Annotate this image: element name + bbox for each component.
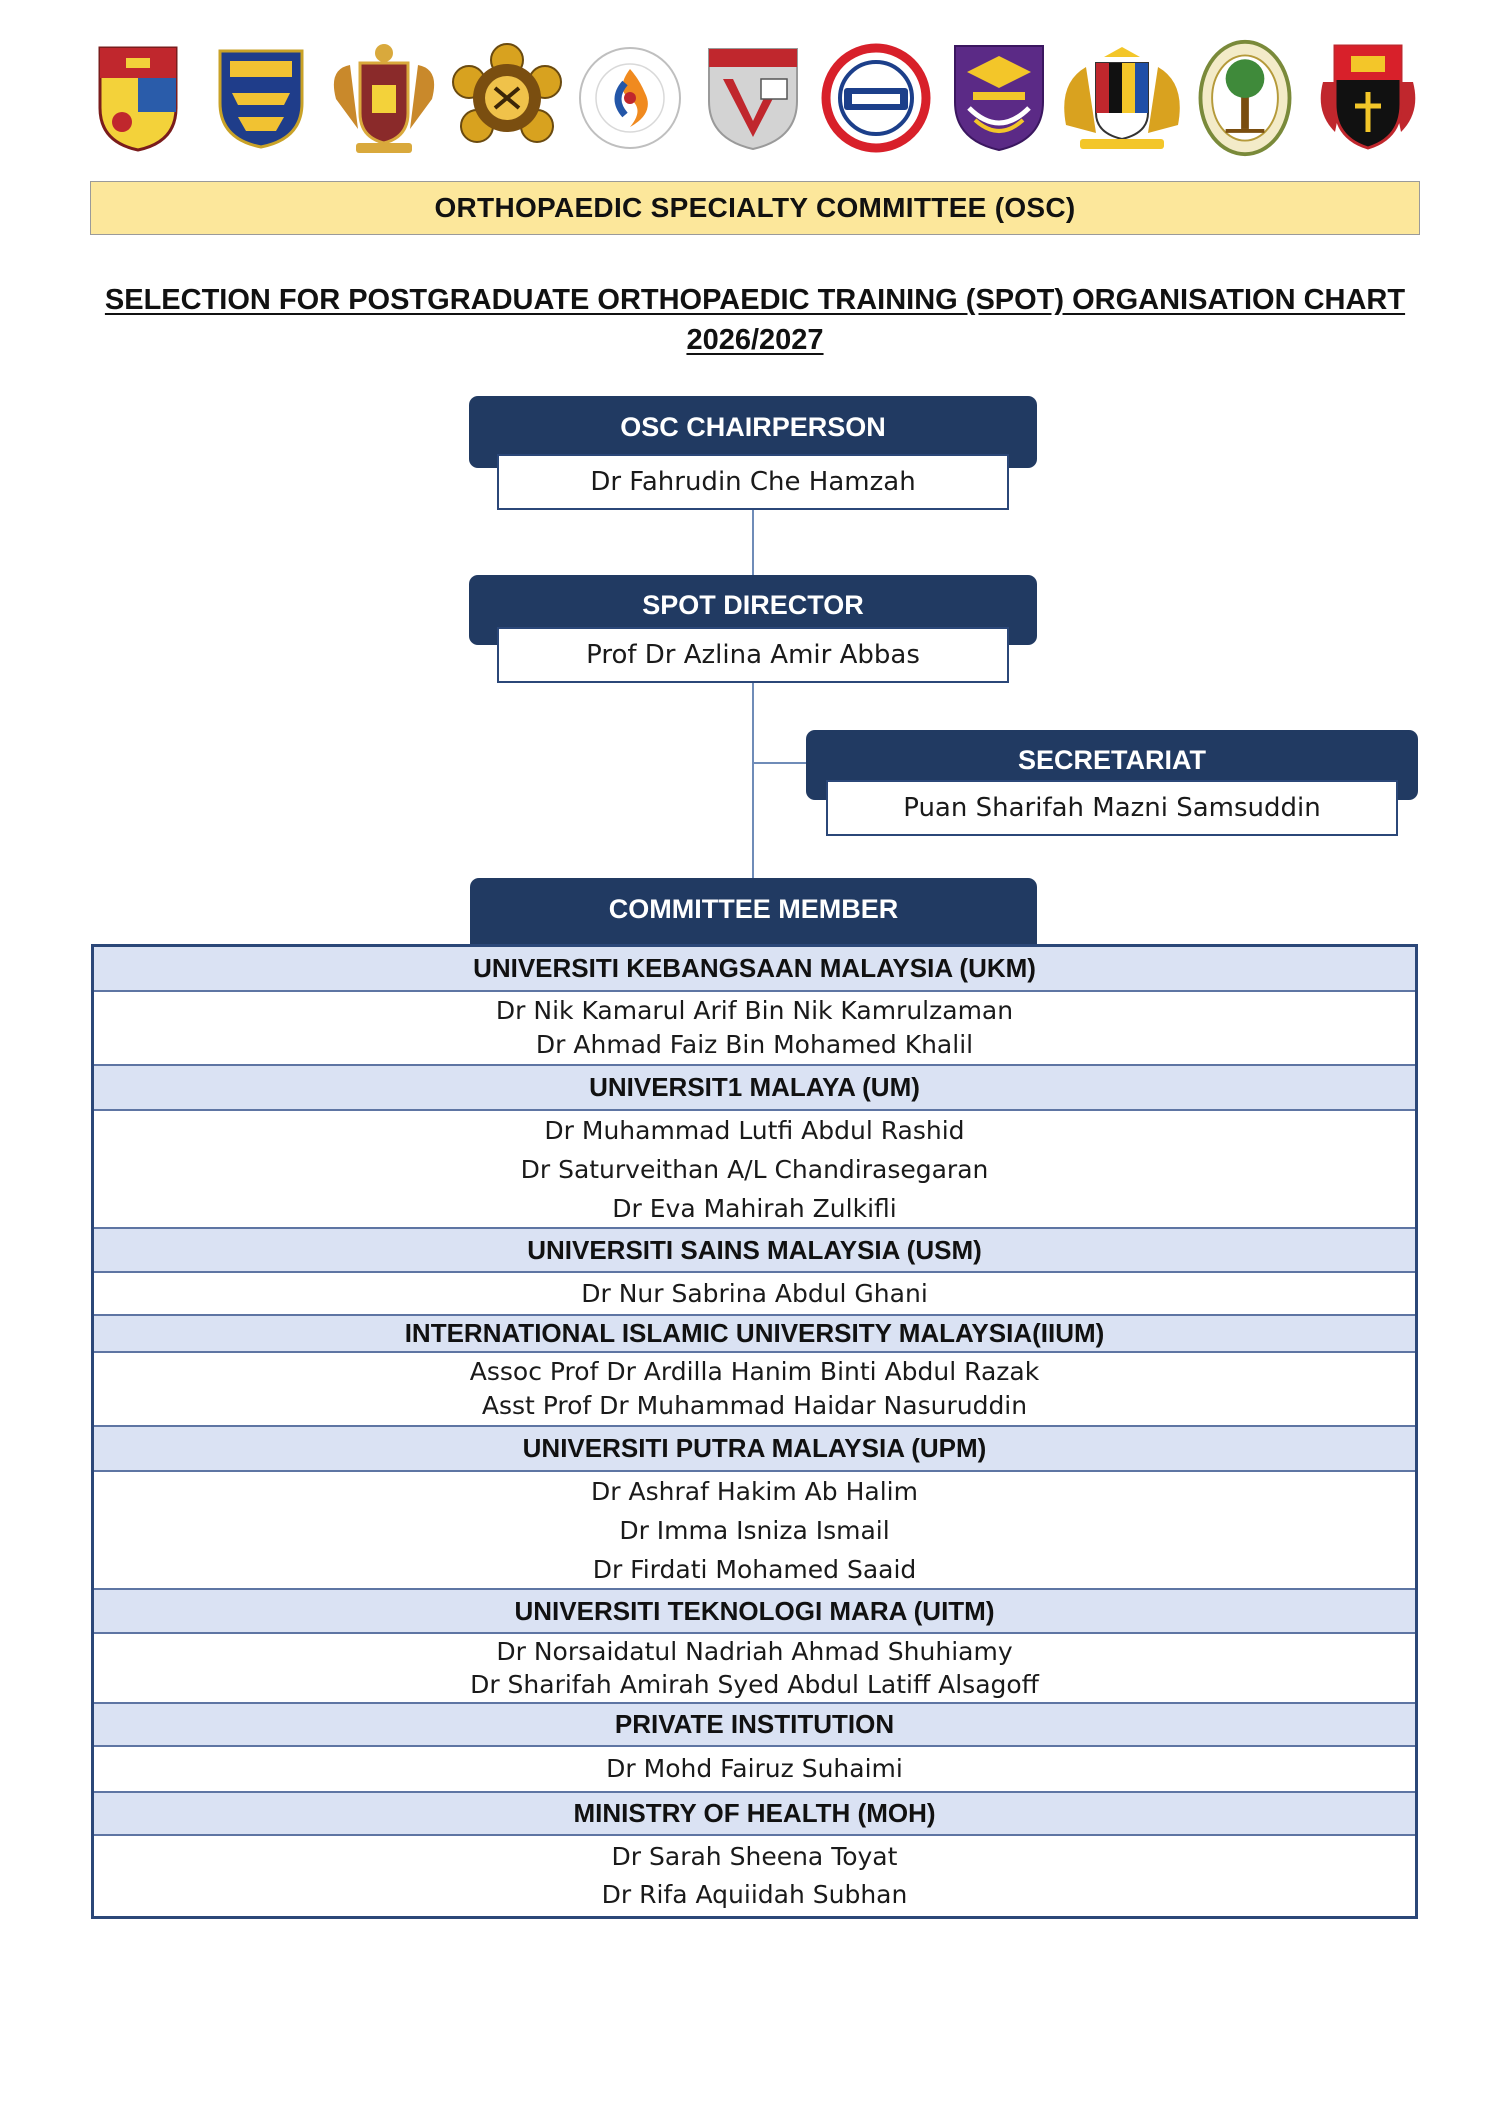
institution-header: UNIVERSITI TEKNOLOGI MARA (UITM) — [94, 1590, 1415, 1634]
member-name: Dr Ashraf Hakim Ab Halim — [591, 1476, 918, 1506]
committee-member-label: COMMITTEE MEMBER — [608, 893, 899, 924]
institution-block-usm — [94, 1229, 1415, 1316]
connector-director-committee — [752, 683, 754, 879]
institution-members — [94, 1836, 1415, 1916]
institution-members — [94, 1111, 1415, 1229]
institution-header: UNIVERSIT1 MALAYA (UM) — [94, 1066, 1415, 1111]
institution-header: UNIVERSITI PUTRA MALAYSIA (UPM) — [94, 1427, 1415, 1472]
committee-banner — [90, 181, 1420, 235]
member-name: Dr Saturveithan A/L Chandirasegaran — [520, 1154, 989, 1184]
institution-header: MINISTRY OF HEALTH (MOH) — [94, 1793, 1415, 1836]
academy-crest-icon — [1318, 38, 1418, 158]
university-crest-icon — [703, 38, 803, 158]
institution-members — [94, 1634, 1415, 1704]
director-role-label: SPOT DIRECTOR — [642, 589, 864, 620]
member-name: Dr Norsaidatul Nadriah Ahmad Shuhiamy — [496, 1637, 1013, 1666]
institution-block-uitm — [94, 1590, 1415, 1704]
institution-block-ukm — [94, 947, 1415, 1066]
institution-block-private — [94, 1704, 1415, 1793]
member-name: Dr Nik Kamarul Arif Bin Nik Kamrulzaman — [495, 996, 1014, 1025]
document-title-line2: 2026/2027 — [686, 324, 824, 356]
member-name: Dr Sharifah Amirah Syed Abdul Latiff Alsagoff — [470, 1670, 1039, 1699]
government-crest-icon — [1072, 38, 1172, 158]
association-crest-icon — [1195, 38, 1295, 158]
committee-table — [91, 944, 1418, 1919]
member-name: Dr Eva Mahirah Zulkifli — [612, 1193, 897, 1223]
member-name: Assoc Prof Dr Ardilla Hanim Binti Abdul Razak — [469, 1357, 1040, 1386]
chairperson-name: Dr Fahrudin Che Hamzah — [590, 467, 916, 497]
chairperson-role-label: OSC CHAIRPERSON — [620, 411, 886, 442]
document-title-line1: SELECTION FOR POSTGRADUATE ORTHOPAEDIC TRAINING (SPOT) ORGANISATION CHART — [104, 284, 1406, 316]
director-name-box — [497, 627, 1009, 683]
university-crest-icon — [211, 38, 311, 158]
secretariat-name: Puan Sharifah Mazni Samsuddin — [903, 793, 1321, 823]
member-name: Dr Firdati Mohamed Saaid — [592, 1554, 917, 1584]
institution-members — [94, 1747, 1415, 1793]
university-crest-icon — [580, 38, 680, 158]
document-title — [90, 280, 1420, 360]
connector-chair-director — [752, 510, 754, 580]
institution-block-iium — [94, 1316, 1415, 1427]
institution-members — [94, 1353, 1415, 1427]
member-name: Asst Prof Dr Muhammad Haidar Nasuruddin — [481, 1391, 1028, 1420]
member-name: Dr Nur Sabrina Abdul Ghani — [581, 1278, 928, 1308]
secretariat-name-box — [826, 780, 1398, 836]
chairperson-name-box — [497, 454, 1009, 510]
institution-header: UNIVERSITI SAINS MALAYSIA (USM) — [94, 1229, 1415, 1273]
connector-secretariat — [752, 762, 808, 764]
director-name: Prof Dr Azlina Amir Abbas — [586, 640, 920, 670]
university-crest-icon — [949, 38, 1049, 158]
member-name: Dr Rifa Aquiidah Subhan — [601, 1880, 908, 1909]
committee-member-header — [470, 878, 1037, 948]
member-name: Dr Sarah Sheena Toyat — [611, 1842, 898, 1871]
member-name: Dr Muhammad Lutfi Abdul Rashid — [544, 1115, 965, 1145]
logo-strip — [88, 30, 1418, 165]
university-crest-icon — [457, 38, 557, 158]
university-crest-icon — [88, 38, 188, 158]
banner-title: ORTHOPAEDIC SPECIALTY COMMITTEE (OSC) — [434, 192, 1076, 223]
institution-header: PRIVATE INSTITUTION — [94, 1704, 1415, 1747]
institution-members — [94, 1273, 1415, 1316]
member-name: Dr Imma Isniza Ismail — [619, 1515, 890, 1545]
institution-header: INTERNATIONAL ISLAMIC UNIVERSITY MALAYSIA(IIUM) — [94, 1316, 1415, 1353]
hospital-logo-icon — [826, 38, 926, 158]
institution-members — [94, 992, 1415, 1066]
institution-header: UNIVERSITI KEBANGSAAN MALAYSIA (UKM) — [94, 947, 1415, 992]
institution-members — [94, 1472, 1415, 1590]
institution-block-moh — [94, 1793, 1415, 1916]
member-name: Dr Ahmad Faiz Bin Mohamed Khalil — [535, 1030, 974, 1059]
institution-block-um — [94, 1066, 1415, 1229]
member-name: Dr Mohd Fairuz Suhaimi — [606, 1754, 903, 1783]
secretariat-role-label: SECRETARIAT — [1018, 744, 1206, 775]
institution-block-upm — [94, 1427, 1415, 1590]
university-crest-icon — [334, 38, 434, 158]
